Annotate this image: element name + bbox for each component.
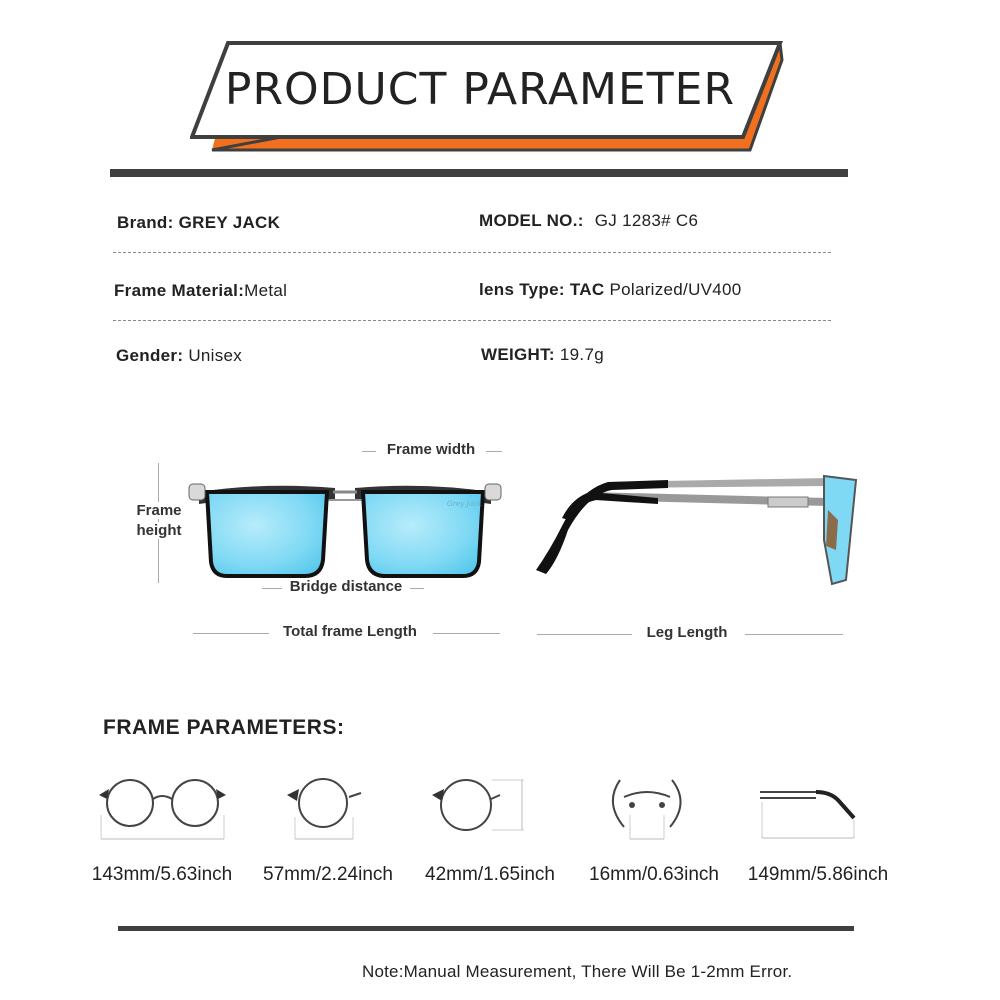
total-width-icon: [95, 775, 230, 845]
temple-length-icon: [758, 780, 863, 845]
bridge-icon: [610, 775, 685, 845]
frame-param-value-total-width: 143mm/5.63inch: [91, 864, 233, 885]
frame-param-value-temple: 149mm/5.86inch: [747, 864, 889, 885]
frame-width-line-left: [362, 451, 376, 452]
bridge-distance-label: Bridge distance: [289, 578, 403, 595]
leg-length-label: Leg Length: [646, 624, 728, 641]
frame-param-value-bridge: 16mm/0.63inch: [589, 864, 719, 885]
leg-length-line-left: [537, 634, 632, 635]
lens-label: lens Type:: [479, 280, 565, 299]
bridge-line-left: [262, 588, 282, 589]
lens-height-icon: [428, 775, 528, 835]
frame-height-label-1: Frame: [130, 502, 188, 519]
bottom-divider: [118, 926, 854, 931]
brand-label: Brand:: [117, 213, 174, 232]
frame-width-line-right: [486, 451, 502, 452]
top-divider: [110, 169, 848, 177]
bridge-line-right: [410, 588, 424, 589]
total-length-line-right: [433, 633, 500, 634]
lens-param: [479, 280, 742, 300]
page-title: PRODUCT PARAMETER: [224, 64, 736, 115]
frame-width-label: Frame width: [386, 441, 476, 458]
frame-param-value-lens-width: 57mm/2.24inch: [263, 864, 393, 885]
weight-label: WEIGHT:: [481, 345, 555, 364]
frame-parameters-title: FRAME PARAMETERS:: [103, 716, 345, 739]
weight-value: 19.7g: [559, 345, 604, 364]
gender-param: [116, 346, 242, 366]
frame-param-value-lens-height: 42mm/1.65inch: [425, 864, 555, 885]
footer-note: Note:Manual Measurement, There Will Be 1-2mm Error.: [362, 962, 793, 981]
lens-value: Polarized/UV400: [609, 280, 742, 299]
model-label: MODEL NO.:: [479, 211, 584, 230]
row-divider-1: [113, 252, 831, 253]
leg-length-line-right: [745, 634, 843, 635]
brand-param: [117, 213, 280, 233]
lens-tac: TAC: [569, 280, 605, 299]
total-length-line-left: [193, 633, 269, 634]
weight-param: [481, 345, 604, 365]
frame-height-label-2: height: [130, 522, 188, 539]
model-param: [479, 211, 698, 231]
material-param: [114, 281, 287, 301]
lens-width-icon: [283, 775, 368, 845]
glasses-side-image: [528, 470, 863, 590]
material-label: Frame Material:: [114, 281, 245, 300]
glasses-front-image: [185, 470, 505, 585]
total-length-label: Total frame Length: [283, 623, 417, 640]
lens-logo: Grey Jack: [447, 500, 482, 508]
gender-value: Unisex: [188, 346, 243, 365]
brand-value: GREY JACK: [178, 213, 281, 232]
row-divider-2: [113, 320, 831, 321]
gender-label: Gender:: [116, 346, 184, 365]
material-value: Metal: [244, 281, 288, 300]
model-value: GJ 1283# C6: [594, 211, 699, 230]
